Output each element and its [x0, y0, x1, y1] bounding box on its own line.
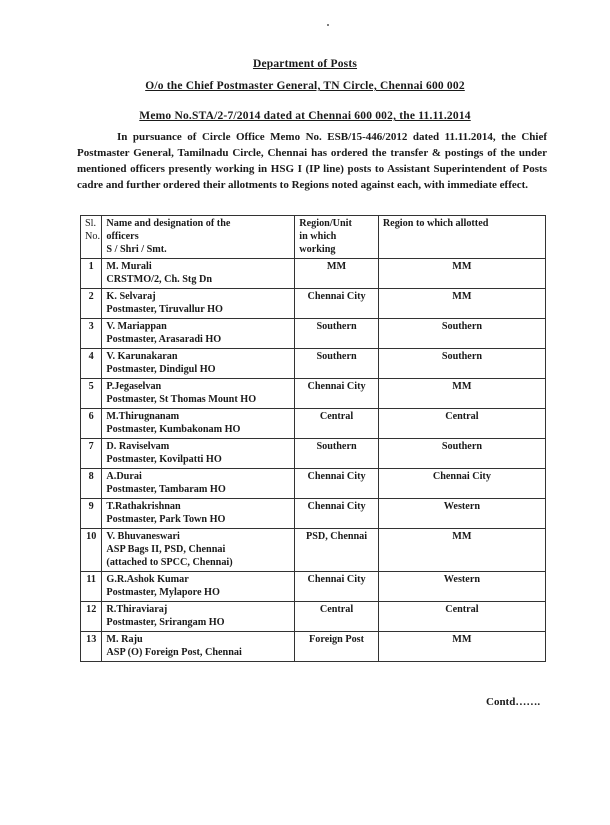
cell-officer — [102, 572, 295, 602]
officer-name: K. Selvaraj — [106, 291, 156, 302]
officer-name: V. Mariappan — [106, 321, 167, 332]
officer-name: M. Murali — [106, 261, 152, 272]
table-row — [81, 349, 546, 379]
header-name-line2: officers — [106, 231, 139, 242]
cell-unit: Southern — [295, 439, 379, 469]
cell-sl: 12 — [81, 602, 102, 632]
officer-name: T.Rathakrishnan — [106, 501, 181, 512]
cell-unit: Southern — [295, 349, 379, 379]
cell-region: MM — [378, 529, 545, 572]
cell-officer — [102, 379, 295, 409]
cell-officer — [102, 529, 295, 572]
cell-officer — [102, 632, 295, 662]
header-unit — [295, 216, 379, 259]
cell-unit: Chennai City — [295, 379, 379, 409]
header-sl-line2: No. — [85, 231, 100, 242]
officer-name: A.Durai — [106, 471, 142, 482]
cell-region: Central — [378, 602, 545, 632]
table-row — [81, 379, 546, 409]
officer-designation: Postmaster, Arasaradi HO — [106, 334, 222, 345]
table-row — [81, 632, 546, 662]
officer-designation: Postmaster, Dindigul HO — [106, 364, 216, 375]
header-unit-line3: working — [299, 244, 336, 255]
cell-sl: 3 — [81, 319, 102, 349]
cell-officer — [102, 409, 295, 439]
officer-name: M. Raju — [106, 634, 143, 645]
cell-unit: Foreign Post — [295, 632, 379, 662]
cell-officer — [102, 469, 295, 499]
cell-unit: Chennai City — [295, 572, 379, 602]
cell-unit: Central — [295, 409, 379, 439]
cell-sl: 2 — [81, 289, 102, 319]
officer-designation: Postmaster, Kovilpatti HO — [106, 454, 222, 465]
cell-sl: 1 — [81, 259, 102, 289]
cell-region: Central — [378, 409, 545, 439]
cell-sl: 7 — [81, 439, 102, 469]
officer-designation: Postmaster, Mylapore HO — [106, 587, 220, 598]
cell-region: Southern — [378, 319, 545, 349]
cell-region: Chennai City — [378, 469, 545, 499]
header-unit-line1: Region/Unit — [299, 218, 352, 229]
cell-sl: 5 — [81, 379, 102, 409]
memo-body-text: In pursuance of Circle Office Memo No. ESB/15-446/2012 dated 11.11.2014, the Chief Postmaster General, Tamilnadu Circle, Chennai has ordered the transfer & postings of the under mentioned officers presently working in HSG I (IP line) posts to Assistant Superintendent of Posts cadre and further ordered their allotments to Regions noted against each, with immediate effect. — [77, 131, 547, 191]
officer-designation: Postmaster, Kumbakonam HO — [106, 424, 241, 435]
cell-sl: 8 — [81, 469, 102, 499]
cell-region: MM — [378, 289, 545, 319]
officer-attachment-note: (attached to SPCC, Chennai) — [106, 557, 233, 568]
cell-officer — [102, 319, 295, 349]
officer-name: V. Bhuvaneswari — [106, 531, 180, 542]
officer-name: D. Raviselvam — [106, 441, 170, 452]
cell-unit: PSD, Chennai — [295, 529, 379, 572]
cell-sl: 4 — [81, 349, 102, 379]
cell-officer — [102, 439, 295, 469]
cell-sl: 10 — [81, 529, 102, 572]
officer-name: P.Jegaselvan — [106, 381, 162, 392]
table-row — [81, 409, 546, 439]
header-unit-line2: in which — [299, 231, 337, 242]
allotment-table — [80, 215, 546, 662]
officer-name: R.Thiraviaraj — [106, 604, 168, 615]
table-row — [81, 469, 546, 499]
cell-region: Western — [378, 572, 545, 602]
table-row — [81, 259, 546, 289]
officer-designation: CRSTMO/2, Ch. Stg Dn — [106, 274, 212, 285]
officer-designation: Postmaster, Park Town HO — [106, 514, 226, 525]
memo-heading: Memo No.STA/2-7/2014 dated at Chennai 600 002, the 11.11.2014 — [139, 110, 471, 122]
cell-sl: 11 — [81, 572, 102, 602]
table-row — [81, 499, 546, 529]
table-row — [81, 602, 546, 632]
officer-designation: Postmaster, Tiruvallur HO — [106, 304, 223, 315]
table-row — [81, 289, 546, 319]
officer-designation: Postmaster, Tambaram HO — [106, 484, 226, 495]
header-name-line1: Name and designation of the — [106, 218, 231, 229]
department-heading: Department of Posts — [252, 58, 358, 70]
cell-unit: Chennai City — [295, 499, 379, 529]
cell-unit: MM — [295, 259, 379, 289]
cell-unit: Central — [295, 602, 379, 632]
officer-designation: Postmaster, Srirangam HO — [106, 617, 225, 628]
header-sl-no — [81, 216, 102, 259]
header-sl-line1: Sl. — [85, 218, 97, 229]
table-row — [81, 319, 546, 349]
cell-sl: 9 — [81, 499, 102, 529]
cell-sl: 6 — [81, 409, 102, 439]
cell-region: MM — [378, 259, 545, 289]
cell-officer — [102, 349, 295, 379]
cell-officer — [102, 499, 295, 529]
continued-marker: Contd……. — [486, 696, 541, 708]
header-name-line3: S / Shri / Smt. — [106, 244, 167, 255]
officer-name: G.R.Ashok Kumar — [106, 574, 189, 585]
table-row — [81, 439, 546, 469]
cell-officer — [102, 289, 295, 319]
officer-name: V. Karunakaran — [106, 351, 178, 362]
table-header-row — [81, 216, 546, 259]
header-name — [102, 216, 295, 259]
cell-unit: Southern — [295, 319, 379, 349]
officer-name: M.Thirugnanam — [106, 411, 180, 422]
officer-designation: ASP (O) Foreign Post, Chennai — [106, 647, 242, 658]
table-row — [81, 572, 546, 602]
cell-unit: Chennai City — [295, 469, 379, 499]
cell-sl: 13 — [81, 632, 102, 662]
cell-officer — [102, 259, 295, 289]
cell-region: Southern — [378, 349, 545, 379]
cell-region: MM — [378, 379, 545, 409]
officer-designation: ASP Bags II, PSD, Chennai — [106, 544, 226, 555]
cell-region: Western — [378, 499, 545, 529]
officer-designation: Postmaster, St Thomas Mount HO — [106, 394, 257, 405]
scan-speck — [327, 24, 329, 26]
office-heading: O/o the Chief Postmaster General, TN Circle, Chennai 600 002 — [145, 80, 465, 92]
cell-region: MM — [378, 632, 545, 662]
header-region: Region to which allotted — [378, 216, 545, 259]
table-row — [81, 529, 546, 572]
cell-officer — [102, 602, 295, 632]
cell-region: Southern — [378, 439, 545, 469]
cell-unit: Chennai City — [295, 289, 379, 319]
table-body — [81, 259, 546, 662]
